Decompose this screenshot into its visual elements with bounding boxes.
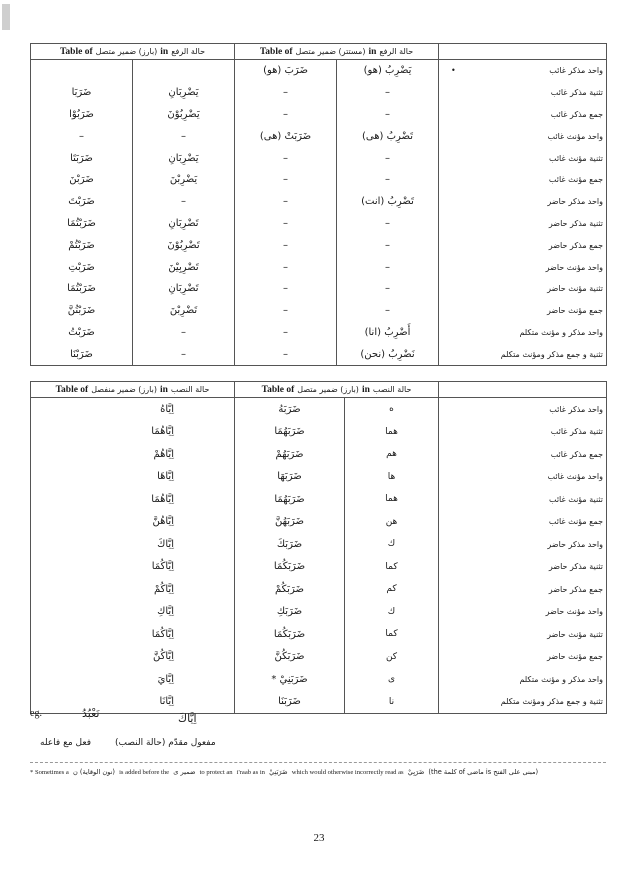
nominative-table-body (31, 60, 607, 366)
present-attached-hidden: – (337, 278, 439, 300)
attached-form: ضَرَبَهَا (235, 466, 345, 489)
person-label: جمع مؤنث حاضر (439, 646, 607, 669)
table-row (31, 466, 607, 489)
attached-form: ضَرَبَهُ (235, 398, 345, 421)
accusative-pronoun-table (30, 381, 607, 714)
past-attached-hidden: – (235, 278, 337, 300)
present-attached-visible: تَضْرِبِيْنَ (133, 256, 235, 278)
footnote-text: to protect an (199, 769, 233, 776)
past-attached-hidden: – (235, 322, 337, 344)
attached-form: ضَرَبَكُمَا (235, 623, 345, 646)
past-attached-hidden: – (235, 256, 337, 278)
person-label-cell (439, 82, 607, 104)
attached-form: ضَرَبَكَ (235, 533, 345, 556)
past-attached-visible: ضَرَبْنَا (31, 343, 133, 365)
detached-pronoun: اِيَّاهُمْ (31, 443, 235, 466)
footnote-arabic: (نون الوقاية) ن (72, 768, 115, 776)
detached-pronoun: اِيَّاهَا (31, 466, 235, 489)
table-row (31, 533, 607, 556)
table-row (31, 421, 607, 444)
past-attached-hidden: – (235, 234, 337, 256)
past-attached-visible: ضَرَبْتَ (31, 191, 133, 213)
accusative-table-header (31, 382, 607, 398)
present-attached-hidden: أَضْرِبُ (انا) (337, 322, 439, 344)
past-attached-visible: – (31, 125, 133, 147)
table-row (31, 646, 607, 669)
header-prefix: Table of (261, 384, 295, 395)
past-attached-hidden: ضَرَبَ (هو) (235, 60, 337, 82)
attached-pronoun: هما (345, 421, 439, 444)
present-attached-hidden: – (337, 104, 439, 126)
accusative-table-body (31, 398, 607, 714)
person-label: واحد مذكر غائب (439, 398, 607, 421)
present-attached-hidden: – (337, 300, 439, 322)
present-attached-visible: تَضْرِبَانِ (133, 213, 235, 235)
person-label: واحد مؤنث حاضر (545, 262, 604, 272)
past-attached-hidden: – (235, 169, 337, 191)
present-attached-hidden: تَضْرِبُ (هى) (337, 125, 439, 147)
person-label: واحد مذكر و مؤنث متكلم (439, 668, 607, 691)
header-prefix: Table of (259, 46, 293, 57)
table-row (31, 169, 607, 191)
person-label: تثنية و جمع مذكر ومؤنث متكلم (439, 691, 607, 714)
footnote-divider (30, 762, 606, 763)
header-blank (439, 44, 607, 60)
table-row (31, 398, 607, 421)
detached-pronoun: اِيَّاكَ (31, 533, 235, 556)
person-label: جمع مؤنث حاضر (547, 306, 604, 316)
attached-pronoun: ه (345, 398, 439, 421)
detached-pronoun: اِيَّاهُ (31, 398, 235, 421)
table-row (31, 511, 607, 534)
detached-pronoun: اِيَّاهُمَا (31, 488, 235, 511)
person-label: واحد مؤنث غائب (439, 466, 607, 489)
attached-pronoun: ها (345, 466, 439, 489)
person-label-cell (439, 234, 607, 256)
past-attached-visible: ضَرَبْنَ (31, 169, 133, 191)
present-attached-hidden: – (337, 82, 439, 104)
person-label-cell (439, 147, 607, 169)
present-attached-visible: – (133, 343, 235, 365)
attached-pronoun: كما (345, 556, 439, 579)
present-attached-visible: تَضْرِبَانِ (133, 278, 235, 300)
past-attached-visible: ضَرَبْتُمَا (31, 213, 133, 235)
row-mark: • (451, 66, 456, 76)
person-label: واحد مذكر و مؤنث متكلم (519, 327, 604, 337)
present-attached-visible: تَضْرِبْنَ (133, 300, 235, 322)
table-row (31, 691, 607, 714)
person-label: تثنية مذكر غائب (439, 421, 607, 444)
person-label-cell (439, 300, 607, 322)
present-attached-visible: يَضْرِبَانِ (133, 147, 235, 169)
present-attached-visible: – (133, 125, 235, 147)
detached-pronoun: اِيَّاهُمَا (31, 421, 235, 444)
person-label: واحد مؤنث غائب (547, 131, 604, 141)
header-case: حالة النصب (372, 385, 412, 394)
detached-pronoun: اِيَّانَا (31, 691, 235, 714)
present-attached-hidden: – (337, 169, 439, 191)
header-in: in (160, 46, 169, 57)
person-label: تثنية مؤنث غائب (439, 488, 607, 511)
header-pronoun-type: (مستتر) ضمير متصل (295, 47, 366, 56)
detached-pronoun: اِيَّاكُمَا (31, 556, 235, 579)
present-attached-hidden: – (337, 256, 439, 278)
present-attached-visible: – (133, 191, 235, 213)
nominative-pronoun-table (30, 43, 607, 366)
attached-pronoun: هما (345, 488, 439, 511)
person-label: واحد مؤنث حاضر (439, 601, 607, 624)
header-detached-visible (31, 382, 235, 398)
attached-form: ضَرَبَكُمْ (235, 578, 345, 601)
person-label-cell (439, 213, 607, 235)
example-label: eg. (30, 708, 42, 719)
person-label: تثنية و جمع مذكر ومؤنث متكلم (500, 349, 604, 359)
table-row (31, 623, 607, 646)
attached-pronoun: ى (345, 668, 439, 691)
person-label-cell (439, 256, 607, 278)
present-attached-hidden: تَضْرِبُ (انت) (337, 191, 439, 213)
present-attached-visible: يَضْرِبُوْنَ (133, 104, 235, 126)
header-in: in (361, 384, 370, 395)
past-attached-visible: ضَرَبْتُ (31, 322, 133, 344)
footnote-text: is added before the (119, 769, 170, 776)
footnote-arabic: ضَرَبَنِيْ (269, 768, 288, 776)
detached-pronoun: اِيَّاكِ (31, 601, 235, 624)
person-label: تثنية مؤنث غائب (548, 153, 604, 163)
example-object-annotation: مفعول مقدّم (حالة النصب) (115, 738, 216, 748)
table-row (31, 213, 607, 235)
table-row (31, 601, 607, 624)
detached-pronoun: اِيَّاهُنَّ (31, 511, 235, 534)
footnote-text: i'raab as in (236, 769, 265, 776)
person-label-cell (439, 343, 607, 365)
table-row (31, 147, 607, 169)
attached-form: ضَرَبَنِيْ * (235, 668, 345, 691)
person-label: جمع مذكر حاضر (439, 578, 607, 601)
person-label: تثنية مؤنث حاضر (547, 284, 604, 294)
attached-pronoun: كن (345, 646, 439, 669)
table-row (31, 668, 607, 691)
person-label-cell (439, 322, 607, 344)
present-attached-visible: يَضْرِبَانِ (133, 82, 235, 104)
attached-form: ضَرَبَهُمْ (235, 443, 345, 466)
page-number: 23 (313, 832, 325, 844)
attached-pronoun: ك (345, 601, 439, 624)
scan-edge-mark (2, 4, 10, 30)
header-pronoun-type: (بارز) ضمير متصل (297, 385, 359, 394)
person-label: جمع مؤنث غائب (548, 175, 604, 185)
footnote (30, 768, 610, 776)
present-attached-hidden: يَضْرِبُ (هو) (337, 60, 439, 82)
table-row (31, 60, 607, 82)
person-label: واحد مذكر حاضر (547, 197, 604, 207)
header-case: حالة الرفع (171, 47, 206, 56)
nominative-table-header (31, 44, 607, 60)
detached-pronoun: اِيَّايَ (31, 668, 235, 691)
present-attached-hidden: نَضْرِبُ (نحن) (337, 343, 439, 365)
person-label-cell (439, 191, 607, 213)
present-attached-hidden: – (337, 234, 439, 256)
attached-pronoun: كم (345, 578, 439, 601)
present-attached-visible: يَضْرِبْنَ (133, 169, 235, 191)
attached-pronoun: هن (345, 511, 439, 534)
present-attached-visible: تَضْرِبُوْنَ (133, 234, 235, 256)
person-label: تثنية مذكر غائب (550, 88, 604, 98)
person-label: تثنية مؤنث حاضر (439, 623, 607, 646)
header-case: حالة النصب (170, 385, 210, 394)
table-row (31, 125, 607, 147)
past-attached-hidden: ضَرَبَتْ (هى) (235, 125, 337, 147)
table-row (31, 343, 607, 365)
footnote-text: * Sometimes a (30, 769, 69, 776)
footnote-arabic: ضَرَبِيْ (407, 768, 425, 776)
table-row (31, 191, 607, 213)
attached-pronoun: كما (345, 623, 439, 646)
attached-form: ضَرَبَكُنَّ (235, 646, 345, 669)
header-attached-visible (235, 382, 439, 398)
past-attached-hidden: – (235, 104, 337, 126)
past-attached-visible: ضَرَبْتِ (31, 256, 133, 278)
past-attached-visible: ضَرَبْتُمْ (31, 234, 133, 256)
header-case: حالة الرفع (379, 47, 414, 56)
header-prefix: Table of (55, 384, 89, 395)
attached-pronoun: نا (345, 691, 439, 714)
past-attached-visible: ضَرَبَتَا (31, 147, 133, 169)
header-pronoun-type: (بارز) ضمير منفصل (91, 385, 157, 394)
detached-pronoun: اِيَّاكُمْ (31, 578, 235, 601)
past-attached-visible: ضَرَبُوْا (31, 104, 133, 126)
person-label: جمع مذكر حاضر (548, 240, 604, 250)
header-in: in (159, 384, 168, 395)
past-attached-hidden: – (235, 300, 337, 322)
past-attached-hidden: – (235, 191, 337, 213)
present-attached-hidden: – (337, 147, 439, 169)
person-label: تثنية مذكر حاضر (548, 218, 604, 228)
table-row (31, 104, 607, 126)
table-row (31, 556, 607, 579)
person-label-cell (439, 125, 607, 147)
person-label-cell (439, 104, 607, 126)
past-attached-visible: ضَرَبْتُمَا (31, 278, 133, 300)
header-in: in (368, 46, 377, 57)
header-attached-hidden (235, 44, 439, 60)
past-attached-hidden: – (235, 343, 337, 365)
past-attached-hidden: – (235, 147, 337, 169)
present-attached-hidden: – (337, 213, 439, 235)
table-row (31, 278, 607, 300)
table-row (31, 443, 607, 466)
attached-pronoun: هم (345, 443, 439, 466)
attached-form: ضَرَبَكِ (235, 601, 345, 624)
example-verb: نَعْبُدُ (82, 707, 100, 720)
detached-pronoun: اِيَّاكُنَّ (31, 646, 235, 669)
person-label: تثنية مذكر حاضر (439, 556, 607, 579)
attached-form: ضَرَبَهُنَّ (235, 511, 345, 534)
header-attached-visible (31, 44, 235, 60)
past-attached-visible (31, 60, 133, 82)
attached-pronoun: ك (345, 533, 439, 556)
table-row (31, 322, 607, 344)
person-label-cell (439, 278, 607, 300)
past-attached-visible: ضَرَبْتُنَّ (31, 300, 133, 322)
past-attached-hidden: – (235, 82, 337, 104)
example-verb-annotation: فعل مع فاعله (40, 738, 92, 748)
person-label: جمع مذكر غائب (550, 109, 604, 119)
attached-form: ضَرَبَنَا (235, 691, 345, 714)
table-row (31, 234, 607, 256)
detached-pronoun: اِيَّاكُمَا (31, 623, 235, 646)
footnote-text: which would otherwise incorrectly read as (291, 769, 404, 776)
footnote-arabic: ضمير ى (173, 768, 196, 776)
example-object: اِيَّاكَ (178, 712, 197, 725)
table-row (31, 578, 607, 601)
table-row (31, 300, 607, 322)
person-label: واحد مذكر حاضر (439, 533, 607, 556)
header-pronoun-type: (بارز) ضمير متصل (95, 47, 158, 56)
attached-form: ضَرَبَهُمَا (235, 421, 345, 444)
person-label: جمع مؤنث غائب (439, 511, 607, 534)
header-prefix: Table of (59, 46, 93, 57)
person-label-cell (439, 169, 607, 191)
table-row (31, 256, 607, 278)
table-row (31, 488, 607, 511)
past-attached-visible: ضَرَبَا (31, 82, 133, 104)
present-attached-visible: – (133, 322, 235, 344)
person-label: جمع مذكر غائب (439, 443, 607, 466)
present-attached-visible (133, 60, 235, 82)
header-blank (439, 382, 607, 398)
person-label-cell (439, 60, 607, 82)
past-attached-hidden: – (235, 213, 337, 235)
person-label: واحد مذكر غائب (549, 66, 604, 76)
attached-form: ضَرَبَكُمَا (235, 556, 345, 579)
attached-form: ضَرَبَهُمَا (235, 488, 345, 511)
table-row (31, 82, 607, 104)
footnote-arabic: (the كلمة of ماضى is مبنى على الفتح) (428, 768, 539, 776)
